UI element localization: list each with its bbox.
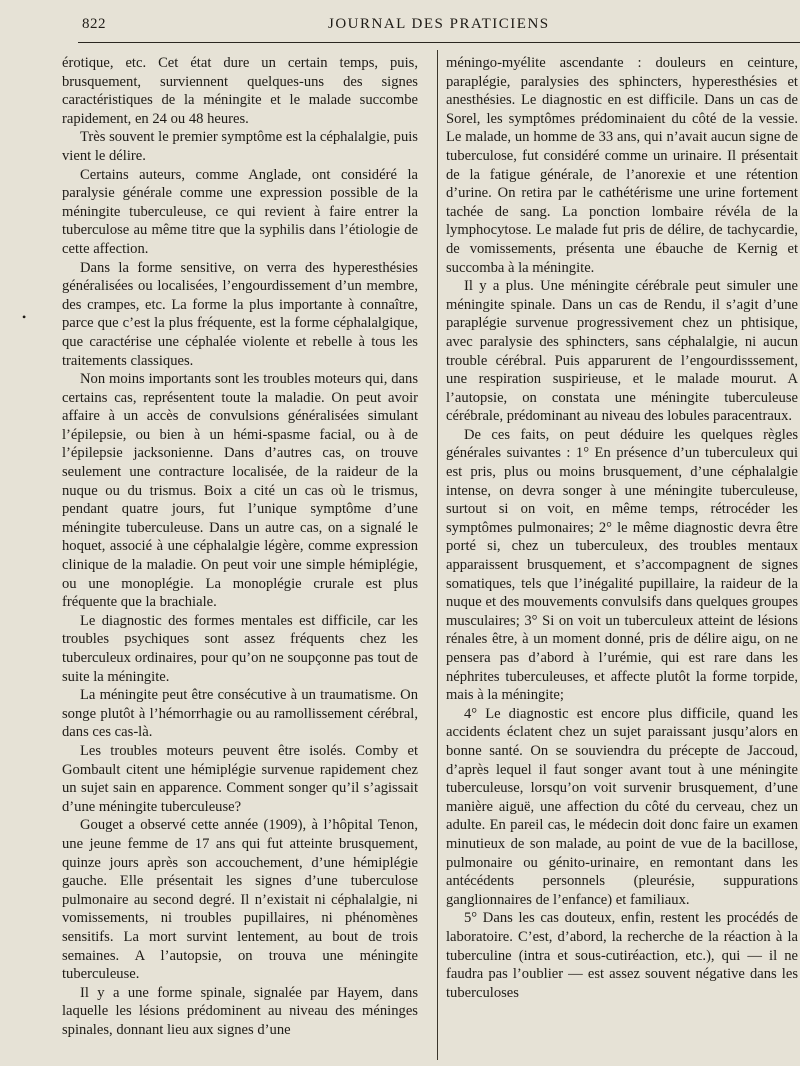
- paragraph: érotique, etc. Cet état dure un certain temps, puis, brusquement, surviennent quelques-uns des signes caractéristiques de la méningite et le malade succombe rapidement, en 24 ou 48 heures.: [62, 55, 418, 127]
- column-divider: [437, 50, 438, 1060]
- margin-mark: •: [22, 310, 27, 324]
- running-title: JOURNAL DES PRATICIENS: [328, 16, 550, 32]
- right-column: [446, 54, 798, 1002]
- paragraph: Il y a plus. Une méningite cérébrale peut simuler une méningite spinale. Dans un cas de Rendu, il s’agit d’une paraplégie survenue progressivement chez un phtisique, avec paralysie des sphincters, sans céphalalgie, ni aucun trouble cérébral. Puis apparurent de l’engourdisssement, une respiration suspirieuse, et le malade mourut. A l’autopsie, on constata une méningite tuberculeuse cérébrale, prédominant au niveau des lobules paracentraux.: [446, 278, 798, 425]
- paragraph: Très souvent le premier symptôme est la céphalalgie, puis vient le délire.: [62, 129, 418, 164]
- page-number: 822: [82, 16, 106, 32]
- paragraph: Le diagnostic des formes mentales est difficile, car les troubles psychiques sont assez fréquents chez les tuberculeux ordinaires, pour qu’on ne soupçonne pas tout de suite la méningite.: [62, 612, 418, 685]
- page-header: [60, 14, 800, 38]
- paragraph: Il y a une forme spinale, signalée par Hayem, dans laquelle les lésions prédominent au niveau des méninges spinales, donnant lieu aux signes d’une: [62, 984, 418, 1038]
- left-column: [62, 54, 418, 1039]
- paragraph: méningo-myélite ascendante : douleurs en ceinture, paraplégie, paralysies des sphincters, hyperesthésies et anesthésies. Le diagnostic en est difficile. Dans un cas de Sorel, les symptômes prédominaient du côté de la vessie. Le malade, un homme de 33 ans, qui n’avait aucun signe de tuberculose, fut considéré comme un urinaire. Il présentait de la fatigue générale, de l’anorexie et une rétention d’urine. On retira par le cathétérisme une urine fortement tachée de sang. La ponction lombaire révéla de la lymphocytose. Le malade fut pris de délire, de tachycardie, de vomissements, présenta une ébauche de Kernig et succomba à la méningite.: [446, 55, 798, 276]
- paragraph: Non moins importants sont les troubles moteurs qui, dans certains cas, représentent toute la maladie. On peut avoir affaire à un accès de convulsions généralisées simulant l’épilepsie, ou bien à un hémi-spasme facial, ou à de l’épilepsie jacksonienne. Dans d’autres cas, on trouve seulement une contracture localisée, de la raideur de la nuque ou du trismus. Boix a cité un cas où le trismus, pendant quatre jours, fut l’unique symptôme d’une méningite tuberculeuse. Dans un autre cas, on a signalé le hoquet, associé à une céphalalgie légère, comme expression clinique de la maladie. On peut voir une simple hémiplégie, ou une monoplégie. La monoplégie crurale est plus fréquente que la brachiale.: [62, 371, 418, 611]
- paragraph: Les troubles moteurs peuvent être isolés. Comby et Gombault citent une hémiplégie survenue rapidement chez un sujet sain en apparence. Comment songer qu’il s’agissait d’une méningite tuberculeuse?: [62, 742, 418, 815]
- paragraph: Gouget a observé cette année (1909), à l’hôpital Tenon, une jeune femme de 17 ans qui fut atteinte brusquement, quinze jours après son accouchement, d’une hémiplégie gauche. Elle présentait les signes d’une tuberculose pulmonaire au second degré. Il n’existait ni céphalalgie, ni vomissements, ni troubles pupillaires, ni phénomènes sensitifs. La mort survint lentement, au bout de trois semaines. A l’autopsie, on trouva une méningite tuberculeuse.: [62, 817, 418, 983]
- paragraph: 4° Le diagnostic est encore plus difficile, quand les accidents éclatent chez un sujet paraissant jusqu’alors en bonne santé. On se souviendra du précepte de Jaccoud, d’après lequel il faut songer avant tout à une méningite tuberculeuse, lorsqu’on voit survenir brusquement, d’une manière aiguë, une affection du côté du cerveau, chez un adulte. En pareil cas, le médecin doit donc faire un examen minutieux de son malade, au point de vue de la bacillose, pulmonaire ou génito-urinaire, en remontant dans les antécédents personnels (pleurésie, suppurations ganglionnaires de l’enfance) et familiaux.: [446, 705, 798, 908]
- paragraph: Certains auteurs, comme Anglade, ont considéré la paralysie générale comme une expression possible de la méningite tuberculeuse, ce qui revient à faire entrer la tuberculose au même titre que la syphilis dans l’étiologie de cette affection.: [62, 166, 418, 257]
- paragraph: 5° Dans les cas douteux, enfin, restent les procédés de laboratoire. C’est, d’abord, la recherche de la réaction à la tuberculine (intra et sous-cutiréaction, etc.), qui — il ne faudra pas l’oublier — est assez souvent négative dans les tuberculoses: [446, 910, 798, 1001]
- paragraph: La méningite peut être consécutive à un traumatisme. On songe plutôt à l’hémorrhagie ou au ramollissement cérébral, dans ces cas-là.: [62, 687, 418, 741]
- header-rule: [78, 42, 800, 43]
- paragraph: Dans la forme sensitive, on verra des hyperesthésies généralisées ou localisées, l’engourdissement d’un membre, des crampes, etc. La forme la plus importante à connaître, parce que c’est la plus fréquente, est la forme céphalalgique, que caractérise une céphalée violente et rebelle à tous les traitements classiques.: [62, 259, 418, 369]
- paragraph: De ces faits, on peut déduire les quelques règles générales suivantes : 1° En présence d’un tuberculeux qui est pris, plus ou moins brusquement, d’une céphalalgie intense, on devra songer à une méningite tuberculeuse, surtout si on voit, en même temps, rétrocéder les symptômes pulmonaires; 2° le même diagnostic devra être porté si, chez un tuberculeux, des troubles mentaux apparaissent brusquement, et s’accompagnent de signes somatiques, tels que l’inégalité pupillaire, la raideur de la nuque et des mouvements convulsifs dans quelques groupes musculaires; 3° Si on voit un tuberculeux atteint de lésions rénales être, à un moment donné, pris de délire aigu, on ne pensera pas d’abord à l’urémie, qui est rare dans les néphrites tuberculeuses, et affecte plutôt la forme torpide, mais à la méningite;: [446, 426, 798, 704]
